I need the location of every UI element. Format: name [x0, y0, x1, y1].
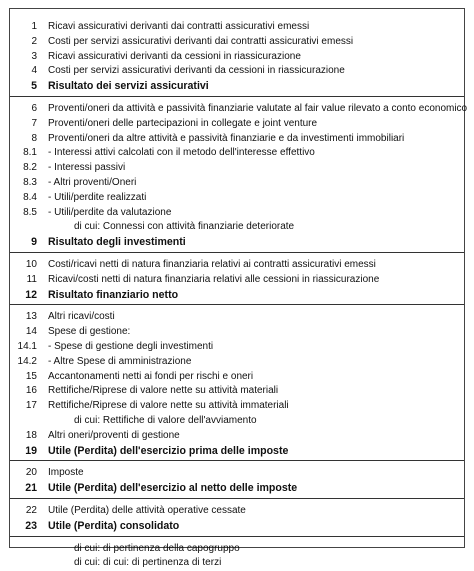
- table-row-total: [10, 444, 464, 459]
- row-number: 8.3: [23, 176, 37, 188]
- row-label: Rettifiche/Riprese di valore nette su attività immateriali: [48, 400, 289, 412]
- table-row-total: [10, 235, 464, 250]
- row-label: di cui: Rettifiche di valore dell'avviamento: [74, 414, 257, 426]
- row-label: - Interessi passivi: [48, 162, 126, 174]
- row-number: 6: [31, 102, 37, 114]
- row-label: - Altre Spese di amministrazione: [48, 355, 192, 367]
- row-label: Accantonamenti netti ai fondi per rischi e oneri: [48, 370, 254, 382]
- section-divider: [10, 252, 464, 253]
- row-label: Risultato finanziario netto: [48, 288, 179, 301]
- table-row: [10, 117, 464, 132]
- row-number: 16: [25, 385, 37, 397]
- table-row-total: [10, 519, 464, 534]
- table-row-total: [10, 79, 464, 94]
- row-label: di cui: Connessi con attività finanziarie deteriorate: [74, 221, 295, 233]
- table-row: [10, 191, 464, 206]
- table-row: [10, 206, 464, 221]
- row-number: 15: [25, 370, 37, 382]
- table-row-total: [10, 481, 464, 496]
- row-label: Altri oneri/proventi di gestione: [48, 429, 180, 441]
- table-row: [10, 146, 464, 161]
- row-label: Utile (Perdita) dell'esercizio al netto delle imposte: [48, 482, 298, 495]
- row-number: 8.1: [23, 147, 37, 159]
- row-number: 13: [25, 311, 37, 323]
- row-number: 1: [31, 21, 37, 32]
- row-label: Proventi/oneri da altre attività e passività finanziarie e da investimenti immobiliari: [48, 132, 405, 144]
- table-row: [10, 504, 464, 519]
- table-row: [10, 399, 464, 414]
- row-label: - Utili/perdite da valutazione: [48, 206, 172, 218]
- table-row-total: [10, 288, 464, 303]
- row-number: 2: [31, 35, 37, 47]
- row-number: 7: [31, 117, 37, 129]
- row-label: Proventi/oneri delle partecipazioni in collegate e joint venture: [48, 117, 318, 129]
- table-row: [10, 429, 464, 444]
- row-label: di cui: di pertinenza della capogruppo: [74, 542, 240, 554]
- row-number: 8.5: [23, 206, 37, 218]
- row-label: Spese di gestione:: [48, 326, 131, 338]
- row-number: 20: [25, 467, 37, 479]
- row-number: 17: [25, 400, 37, 412]
- section-divider: [10, 460, 464, 461]
- row-number: 5: [31, 80, 37, 93]
- row-number: 18: [25, 429, 37, 441]
- table-row: [10, 310, 464, 325]
- row-label: Costi per servizi assicurativi derivanti da cessioni in riassicurazione: [48, 65, 345, 77]
- row-label: di cui: di cui: di pertinenza di terzi: [74, 557, 222, 569]
- row-label: Ricavi assicurativi derivanti da cessioni in riassicurazione: [48, 50, 301, 62]
- table-row: [10, 384, 464, 399]
- row-number: 8: [31, 132, 37, 144]
- row-label: Risultato degli investimenti: [48, 236, 186, 249]
- row-label: Utile (Perdita) dell'esercizio prima delle imposte: [48, 444, 289, 457]
- table-row: [10, 355, 464, 370]
- row-number: 19: [25, 444, 37, 457]
- table-row: [10, 161, 464, 176]
- table-row: [10, 258, 464, 273]
- income-statement-table-frame: [9, 8, 468, 569]
- row-number: 12: [25, 288, 37, 301]
- row-label: Ricavi/costi netti di natura finanziaria relativi alle cessioni in riassicurazione: [48, 273, 380, 285]
- row-number: 8.2: [23, 162, 37, 174]
- row-number: 14.1: [17, 340, 37, 352]
- row-label: Rettifiche/Riprese di valore nette su attività materiali: [48, 385, 279, 397]
- row-label: Imposte: [48, 467, 84, 479]
- table-row: [10, 35, 464, 50]
- table-row: [10, 20, 464, 35]
- row-number: 11: [26, 273, 37, 285]
- section-divider: [10, 304, 464, 305]
- row-label: - Spese di gestione degli investimenti: [48, 340, 214, 352]
- row-label: Altri ricavi/costi: [48, 311, 115, 323]
- row-number: 10: [25, 258, 37, 270]
- table-row: [10, 132, 464, 147]
- row-label: Risultato dei servizi assicurativi: [48, 80, 209, 93]
- income-statement-table: [10, 20, 468, 571]
- table-row: [10, 50, 464, 65]
- table-row: [10, 466, 464, 481]
- table-row: [10, 273, 464, 288]
- table-row: [10, 102, 468, 117]
- row-label: - Utili/perdite realizzati: [48, 191, 147, 203]
- table-row: [10, 64, 464, 79]
- row-number: 14.2: [17, 355, 37, 367]
- row-number: 23: [25, 519, 37, 532]
- section-divider: [10, 96, 464, 97]
- section-divider: [10, 498, 464, 499]
- table-row: [10, 556, 464, 571]
- row-label: Ricavi assicurativi derivanti dai contratti assicurativi emessi: [48, 21, 310, 32]
- row-label: Costi/ricavi netti di natura finanziaria relativi ai contratti assicurativi emessi: [48, 258, 376, 270]
- row-label: - Altri proventi/Oneri: [48, 176, 137, 188]
- row-label: Proventi/oneri da attività e passività finanziarie valutate al fair value rilevato a conto economico: [48, 102, 468, 114]
- row-number: 9: [31, 236, 37, 249]
- row-label: Utile (Perdita) delle attività operative cessate: [48, 504, 246, 516]
- row-number: 14: [25, 326, 37, 338]
- table-row: [10, 340, 464, 355]
- row-label: - Interessi attivi calcolati con il metodo dell'interesse effettivo: [48, 147, 315, 159]
- row-number: 22: [25, 504, 37, 516]
- row-label: Costi per servizi assicurativi derivanti dai contratti assicurativi emessi: [48, 35, 354, 47]
- row-label: Utile (Perdita) consolidato: [48, 519, 180, 532]
- table-row: [10, 542, 464, 557]
- section-divider: [10, 536, 464, 537]
- table-row: [10, 325, 464, 340]
- row-number: 4: [31, 65, 37, 77]
- table-row: [10, 176, 464, 191]
- row-number: 3: [31, 50, 37, 62]
- row-number: 21: [25, 482, 37, 495]
- table-row: [10, 370, 464, 385]
- table-row: [10, 220, 464, 235]
- row-number: 8.4: [23, 191, 37, 203]
- table-row: [10, 414, 464, 429]
